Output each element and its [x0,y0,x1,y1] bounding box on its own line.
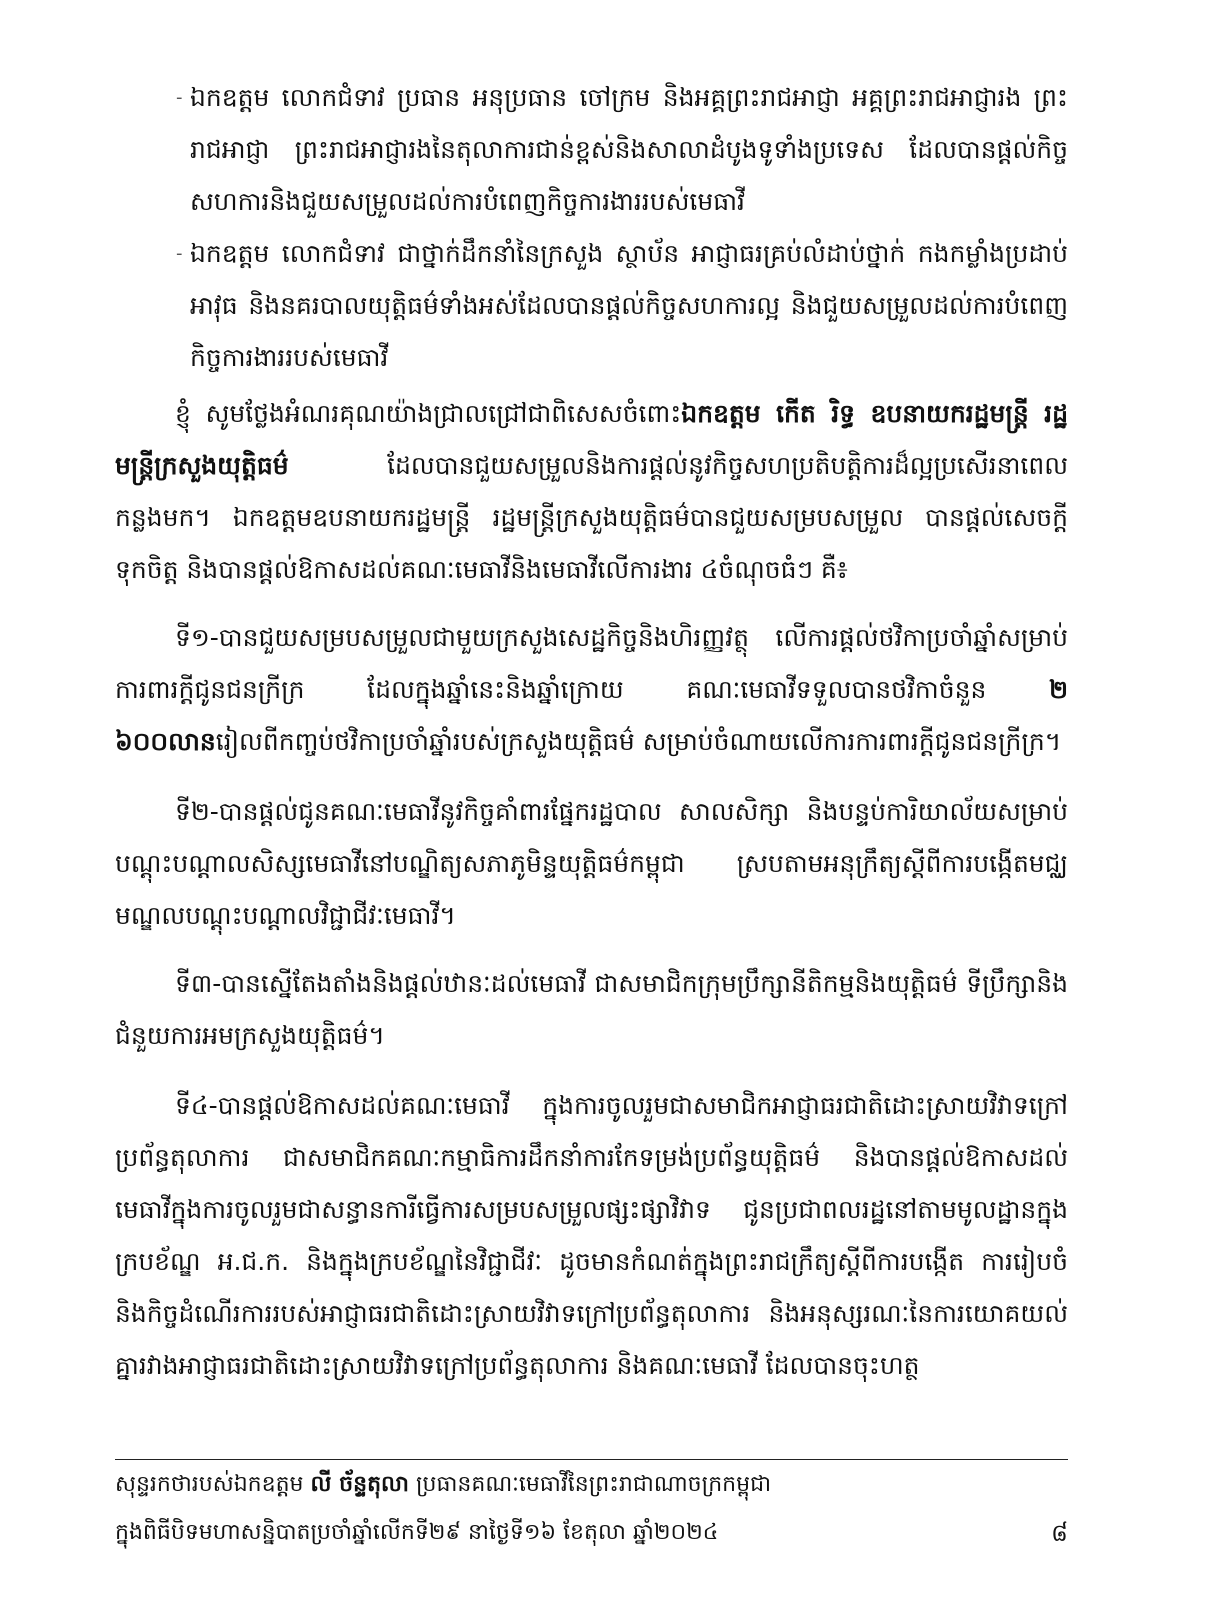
footer-divider [115,1459,1068,1460]
footer-prefix: សុន្ទរកថារបស់ឯកឧត្តម [115,1472,311,1497]
thanks-paragraph [115,388,1068,596]
thanks-intro: ខ្ញុំ សូមថ្លែងអំណរគុណយ៉ាងជ្រាលជ្រៅជាពិសេសចំពោះ [175,399,682,428]
point-one-paragraph [115,612,1068,768]
bullet-item-courts [176,72,1068,228]
page-number: ៨ [1051,1519,1068,1547]
bullet-dash: - [176,243,183,264]
footer-speaker-role: ប្រធានគណៈមេធាវីនៃព្រះរាជាណាចក្រកម្ពុជា [408,1472,772,1497]
point-one-before: ទី១-បានជួយសម្របសម្រួលជាមួយក្រសួងសេដ្ឋកិច្ចនិងហិរញ្ញវត្ថុ លើការផ្តល់ថវិកាប្រចាំឆ្នាំសម្រាប់ការពារក្តីជូនជនក្រីក្រ ដែលក្នុងឆ្នាំនេះនិងឆ្នាំក្រោយ គណៈមេធាវីទទួលបានថវិកាចំនួន [115,623,1068,704]
point-one-after: រៀលពីកញ្ចប់ថវិកាប្រចាំឆ្នាំរបស់ក្រសួងយុត្តិធម៌ សម្រាប់ចំណាយលើការការពារក្តីជូនជនក្រីក្រ។ [215,727,1062,756]
footer-speaker-name: លី ច័ន្ទតុលា [310,1472,409,1497]
footer-event-line: ក្នុងពិធីបិទមហាសន្និបាតប្រចាំឆ្នាំលើកទី២៩ នាថ្ងៃទី១៦ ខែតុលា ឆ្នាំ២០២៤ [115,1520,719,1545]
footer-speech-title [115,1470,771,1500]
thanks-honoree: ឯកឧត្តម កើត រិទ្ធ ឧបនាយករដ្ឋមន្ត្រី រដ្ឋមន្ត្រីក្រសួងយុត្តិធម៌ [115,399,1068,480]
bullet-dash: - [176,87,183,108]
point-four-paragraph: ទី៤-បានផ្តល់ឱកាសដល់គណៈមេធាវី ក្នុងការចូលរួមជាសមាជិកអាជ្ញាធរជាតិដោះស្រាយវិវាទក្រៅប្រព័ន្ធតុលាការ ជាសមាជិកគណៈកម្មាធិការដឹកនាំការកែទម្រង់ប្រព័ន្ធយុត្តិធម៌ និងបានផ្តល់ឱកាសដល់មេធាវីក្នុងការចូលរួមជាសន្ធានការីធ្វើការសម្របសម្រួលផ្សះផ្សាវិវាទ ជូនប្រជាពលរដ្ឋនៅតាមមូលដ្ឋានក្នុងក្របខ័ណ្ឌ អ.ជ.ក. និងក្នុងក្របខ័ណ្ឌនៃវិជ្ជាជីវៈ ដូចមានកំណត់ក្នុងព្រះរាជក្រឹត្យស្តីពីការបង្កើត ការរៀបចំ និងកិច្ចដំណើរការរបស់អាជ្ញាធរជាតិដោះស្រាយវិវាទក្រៅប្រព័ន្ធតុលាការ និងអនុស្សរណៈនៃការយោគយល់គ្នារវាងអាជ្ញាធរជាតិដោះស្រាយវិវាទក្រៅប្រព័ន្ធតុលាការ និងគណៈមេធាវី ដែលបានចុះហត្ថ [115,1091,1068,1380]
point-one-amount: ២ ៦០០លាន [115,675,1068,756]
bullet-text: ឯកឧត្តម លោកជំទាវ ជាថ្នាក់ដឹកនាំនៃក្រសួង ស្ថាប័ន អាជ្ញាធរគ្រប់លំដាប់ថ្នាក់ កងកម្លាំងប្រដាប់អាវុធ និងនគរបាលយុត្តិធម៌ទាំងអស់ដែលបានផ្តល់កិច្ចសហការល្អ និងជួយសម្រួលដល់ការបំពេញកិច្ចការងាររបស់មេធាវី [190,239,1068,372]
point-three-paragraph: ទី៣-បានស្នើតែងតាំងនិងផ្តល់ឋានៈដល់មេធាវី ជាសមាជិកក្រុមប្រឹក្សានីតិកម្មនិងយុត្តិធម៌ ទីប្រឹក្សានិងជំនួយការអមក្រសួងយុត្តិធម៌។ [115,969,1068,1050]
bullet-text: ឯកឧត្តម លោកជំទាវ ប្រធាន អនុប្រធាន ចៅក្រម និងអគ្គព្រះរាជអាជ្ញា អគ្គព្រះរាជអាជ្ញារង ព្រះរាជអាជ្ញា ព្រះរាជអាជ្ញារងនៃតុលាការជាន់ខ្ពស់និងសាលាដំបូងទូទាំងប្រទេស ដែលបានផ្តល់កិច្ចសហការនិងជួយសម្រួលដល់ការបំពេញកិច្ចការងាររបស់មេធាវី [190,83,1068,216]
bullet-item-ministries [176,228,1068,384]
point-two-paragraph: ទី២-បានផ្តល់ជូនគណៈមេធាវីនូវកិច្ចគាំពារផ្នែករដ្ឋបាល សាលសិក្សា និងបន្ទប់ការិយាល័យសម្រាប់បណ្តុះបណ្តាលសិស្សមេធាវីនៅបណ្ឌិត្យសភាភូមិន្ទយុត្តិធម៌កម្ពុជា ស្របតាមអនុក្រឹត្យស្តីពីការបង្កើតមជ្ឈមណ្ឌលបណ្តុះបណ្តាលវិជ្ជាជីវៈមេធាវី។ [115,797,1068,930]
thanks-rest: ដែលបានជួយសម្រួលនិងការផ្តល់នូវកិច្ចសហប្រតិបត្តិការដ៏ល្អប្រសើរនាពេលកន្លងមក។ ឯកឧត្តមឧបនាយករដ្ឋមន្ត្រី រដ្ឋមន្ត្រីក្រសួងយុត្តិធម៌បានជួយសម្របសម្រួល បានផ្តល់សេចក្តីទុកចិត្ត និងបានផ្តល់ឱកាសដល់គណៈមេធាវីនិងមេធាវីលើការងារ ៤ចំណុចធំៗ គឺ៖ [115,451,1068,584]
